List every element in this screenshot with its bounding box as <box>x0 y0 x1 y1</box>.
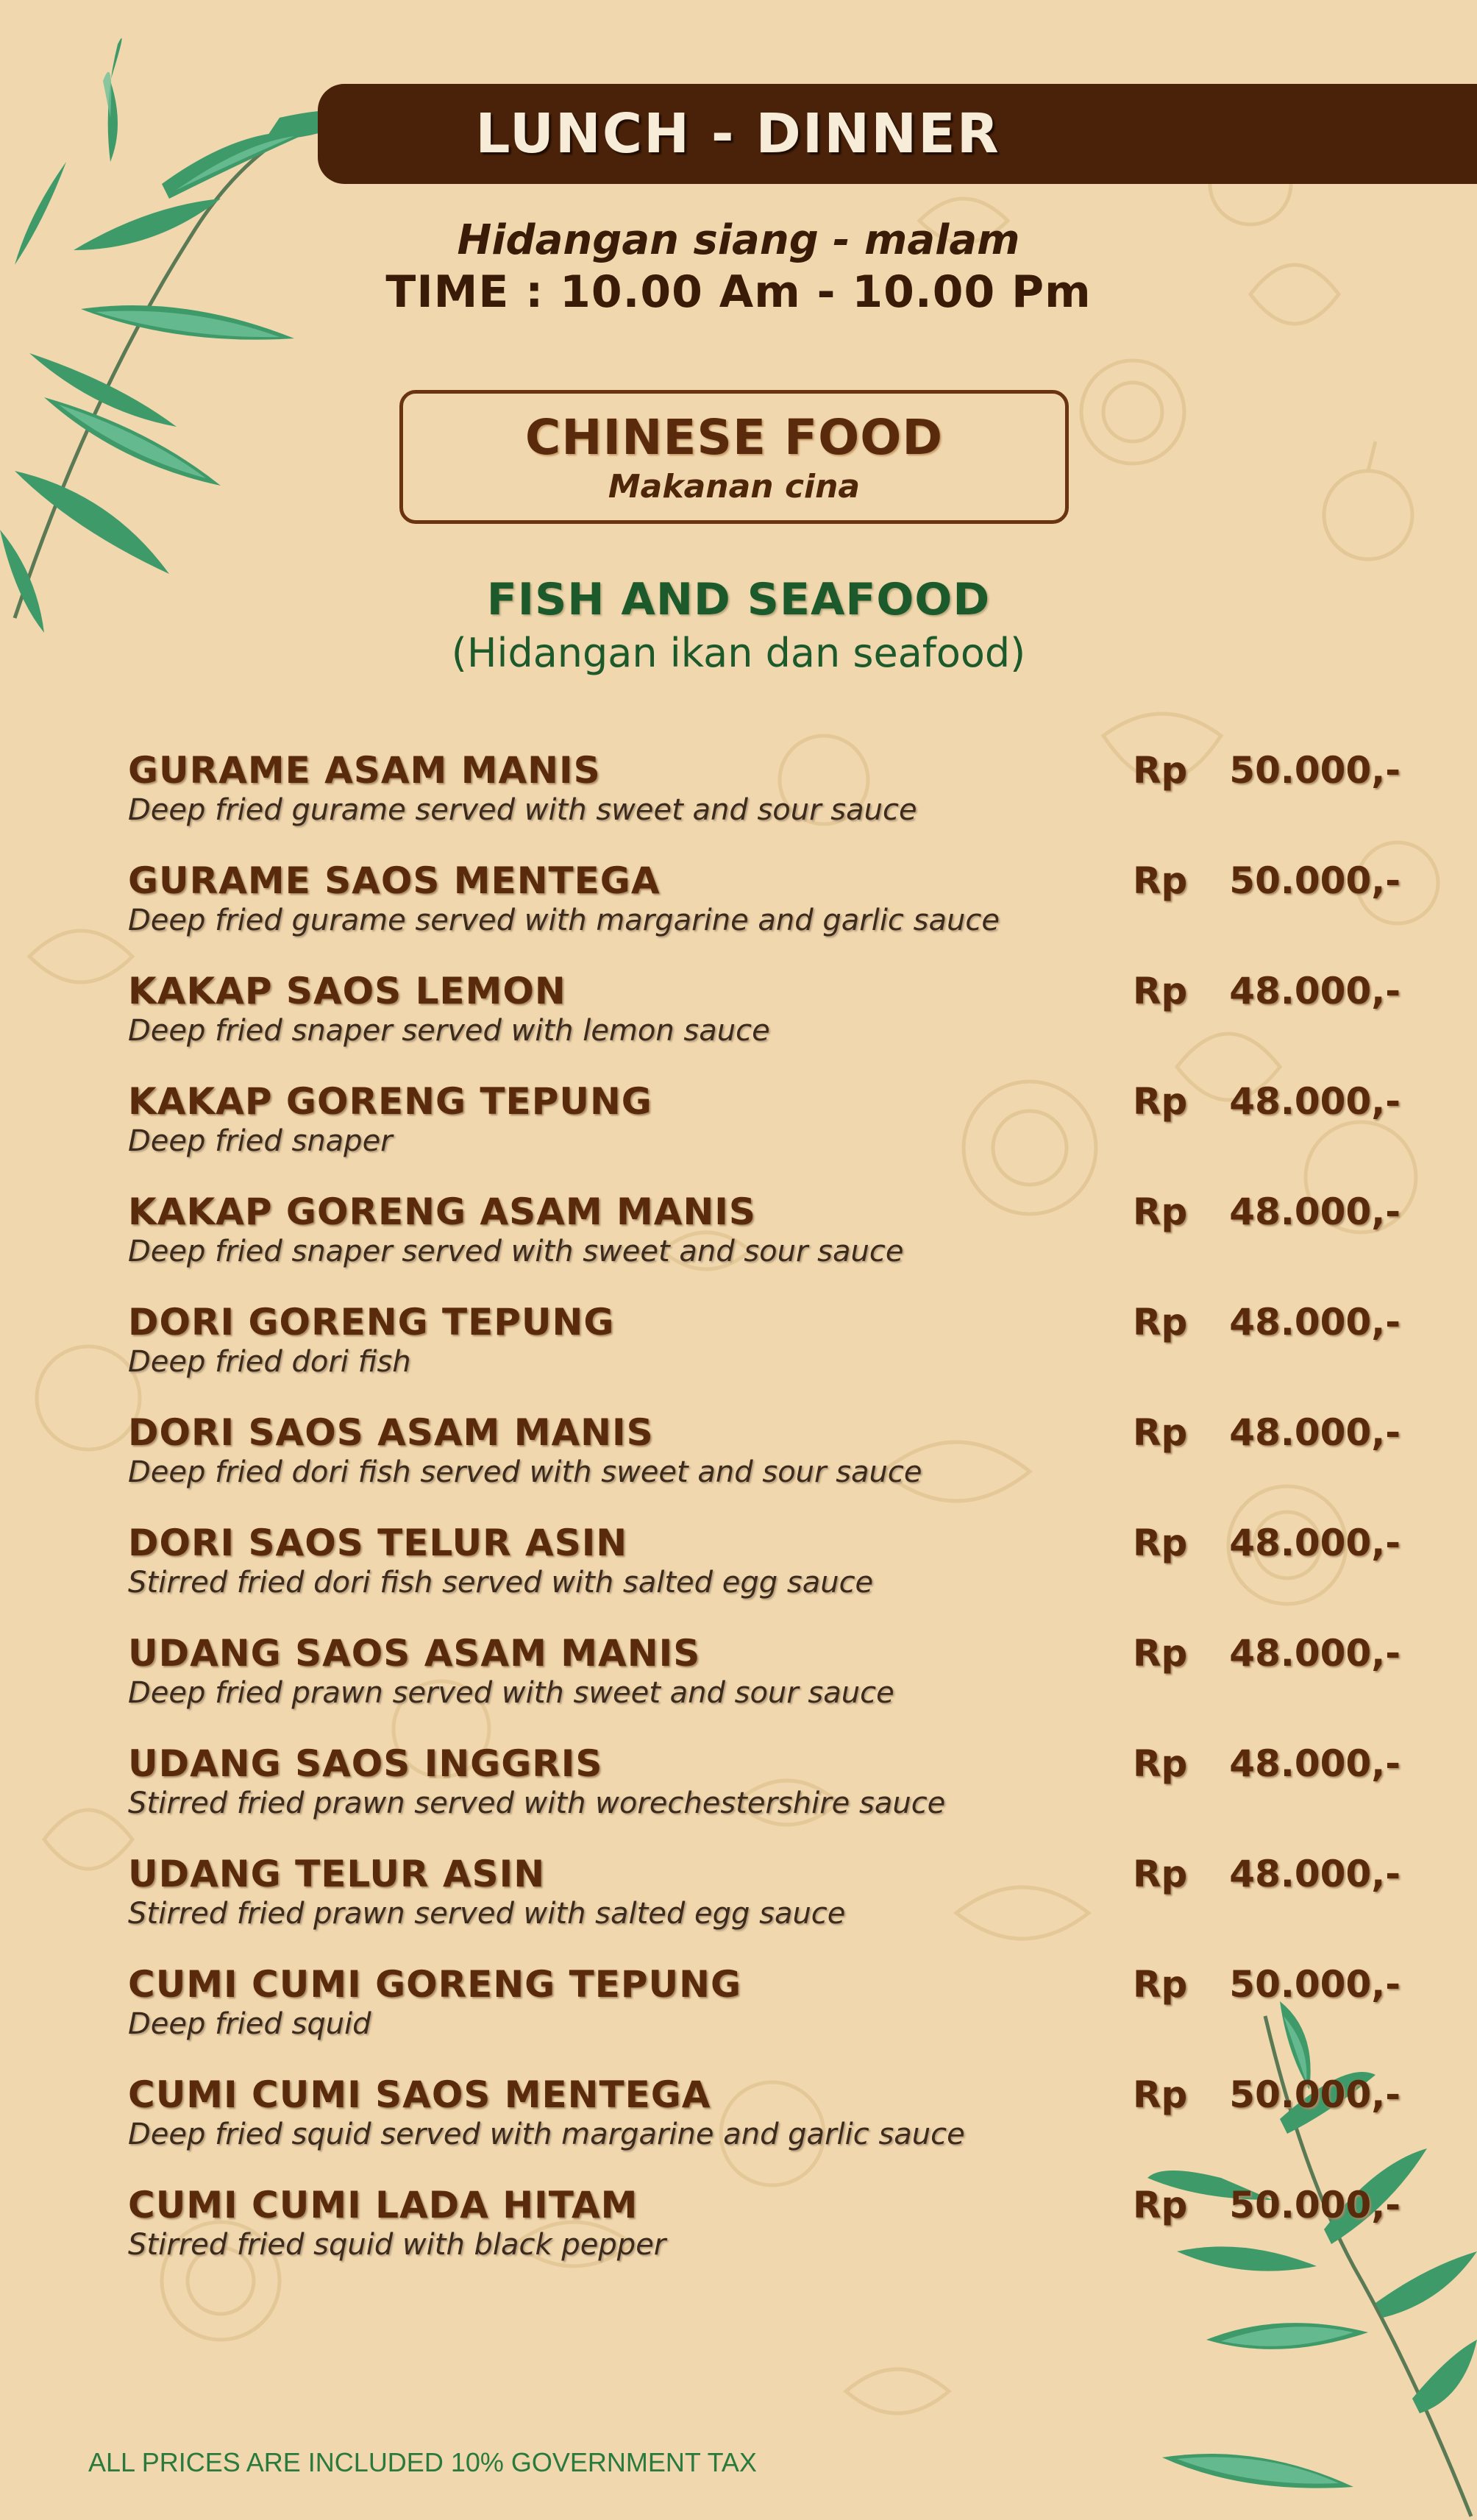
menu-item-name: DORI SAOS TELUR ASIN <box>128 1522 628 1564</box>
menu-item-description: Stirred fried prawn served with worechestershire sauce <box>128 1786 946 1820</box>
menu-item-name: UDANG SAOS ASAM MANIS <box>128 1632 701 1675</box>
menu-item-name: GURAME ASAM MANIS <box>128 749 601 792</box>
menu-item <box>128 743 1401 853</box>
menu-item <box>128 1405 1401 1516</box>
menu-item-name: KAKAP SAOS LEMON <box>128 970 566 1012</box>
menu-item-name: CUMI CUMI LADA HITAM <box>128 2184 638 2226</box>
menu-item-name: UDANG TELUR ASIN <box>128 1853 546 1895</box>
menu-item-price: 50.000,- <box>1229 1963 1401 2006</box>
menu-item-price: 50.000,- <box>1229 2073 1401 2116</box>
menu-item <box>128 1736 1401 1847</box>
menu-item-price: 48.000,- <box>1229 1853 1401 1895</box>
menu-item-name: CUMI CUMI GORENG TEPUNG <box>128 1963 742 2006</box>
category-subtitle: Makanan cina <box>608 468 861 505</box>
menu-item-name: KAKAP GORENG TEPUNG <box>128 1080 652 1123</box>
menu-item-name: KAKAP GORENG ASAM MANIS <box>128 1190 756 1233</box>
menu-item <box>128 1516 1401 1626</box>
menu-item-price: 48.000,- <box>1229 1742 1401 1785</box>
menu-item-name: CUMI CUMI SAOS MENTEGA <box>128 2073 711 2116</box>
menu-item-name: DORI GORENG TEPUNG <box>128 1301 615 1344</box>
menu-item-currency: Rp <box>1133 1080 1188 1123</box>
menu-item <box>128 1957 1401 2068</box>
category-title: CHINESE FOOD <box>524 409 944 466</box>
menu-item-price: 48.000,- <box>1229 1190 1401 1233</box>
menu-item-price: 48.000,- <box>1229 1080 1401 1123</box>
menu-item-description: Deep fried squid served with margarine and garlic sauce <box>128 2118 965 2151</box>
menu-item-description: Deep fried dori fish <box>128 1345 411 1379</box>
menu-item-currency: Rp <box>1133 1411 1188 1454</box>
menu-item-currency: Rp <box>1133 1522 1188 1564</box>
menu-item-currency: Rp <box>1133 749 1188 792</box>
menu-item-currency: Rp <box>1133 859 1188 902</box>
menu-item-description: Deep fried snaper <box>128 1124 393 1158</box>
menu-item-currency: Rp <box>1133 1853 1188 1895</box>
menu-item-currency: Rp <box>1133 2184 1188 2226</box>
menu-item-currency: Rp <box>1133 2073 1188 2116</box>
menu-item <box>128 1295 1401 1405</box>
menu-item <box>128 1185 1401 1295</box>
menu-item-currency: Rp <box>1133 1632 1188 1675</box>
menu-item-currency: Rp <box>1133 1190 1188 1233</box>
menu-item-description: Deep fried prawn served with sweet and sour sauce <box>128 1676 894 1710</box>
menu-item-currency: Rp <box>1133 970 1188 1012</box>
menu-item-name: DORI SAOS ASAM MANIS <box>128 1411 654 1454</box>
menu-item-name: GURAME SAOS MENTEGA <box>128 859 661 902</box>
menu-item-currency: Rp <box>1133 1301 1188 1344</box>
menu-item-description: Deep fried squid <box>128 2007 371 2041</box>
menu-item-description: Stirred fried dori fish served with salted egg sauce <box>128 1566 874 1600</box>
menu-item-description: Deep fried snaper served with lemon sauce <box>128 1014 770 1048</box>
menu-item-description: Deep fried gurame served with sweet and sour sauce <box>128 793 917 827</box>
menu-item-price: 48.000,- <box>1229 1632 1401 1675</box>
menu-item <box>128 964 1401 1074</box>
menu-item <box>128 1626 1401 1736</box>
menu-item-name: UDANG SAOS INGGRIS <box>128 1742 603 1785</box>
menu-item-description: Stirred fried prawn served with salted egg sauce <box>128 1897 846 1931</box>
menu-item-price: 50.000,- <box>1229 859 1401 902</box>
menu-item-price: 48.000,- <box>1229 1522 1401 1564</box>
menu-item <box>128 853 1401 964</box>
tax-note: ALL PRICES ARE INCLUDED 10% GOVERNMENT TAX <box>88 2447 757 2477</box>
page-subtitle: Hidangan siang - malam <box>457 216 1020 264</box>
section-subtitle: (Hidangan ikan dan seafood) <box>451 630 1026 676</box>
menu-item-price: 48.000,- <box>1229 1411 1401 1454</box>
menu-item <box>128 1847 1401 1957</box>
menu-item-description: Stirred fried squid with black pepper <box>128 2228 666 2262</box>
menu-item-price: 48.000,- <box>1229 970 1401 1012</box>
page-title: LUNCH - DINNER <box>475 102 1000 166</box>
menu-item-currency: Rp <box>1133 1963 1188 2006</box>
menu-item <box>128 2068 1401 2178</box>
serving-time: TIME : 10.00 Am - 10.00 Pm <box>385 266 1092 318</box>
menu-item <box>128 1074 1401 1185</box>
menu-item-price: 50.000,- <box>1229 749 1401 792</box>
menu-item-description: Deep fried gurame served with margarine and garlic sauce <box>128 904 1000 937</box>
menu-item-description: Deep fried snaper served with sweet and sour sauce <box>128 1235 904 1268</box>
menu-item <box>128 2178 1401 2288</box>
menu-item-description: Deep fried dori fish served with sweet and sour sauce <box>128 1455 922 1489</box>
menu-item-price: 50.000,- <box>1229 2184 1401 2226</box>
section-title: FISH AND SEAFOOD <box>486 574 991 625</box>
menu-item-price: 48.000,- <box>1229 1301 1401 1344</box>
menu-list <box>128 743 1401 2288</box>
menu-item-currency: Rp <box>1133 1742 1188 1785</box>
